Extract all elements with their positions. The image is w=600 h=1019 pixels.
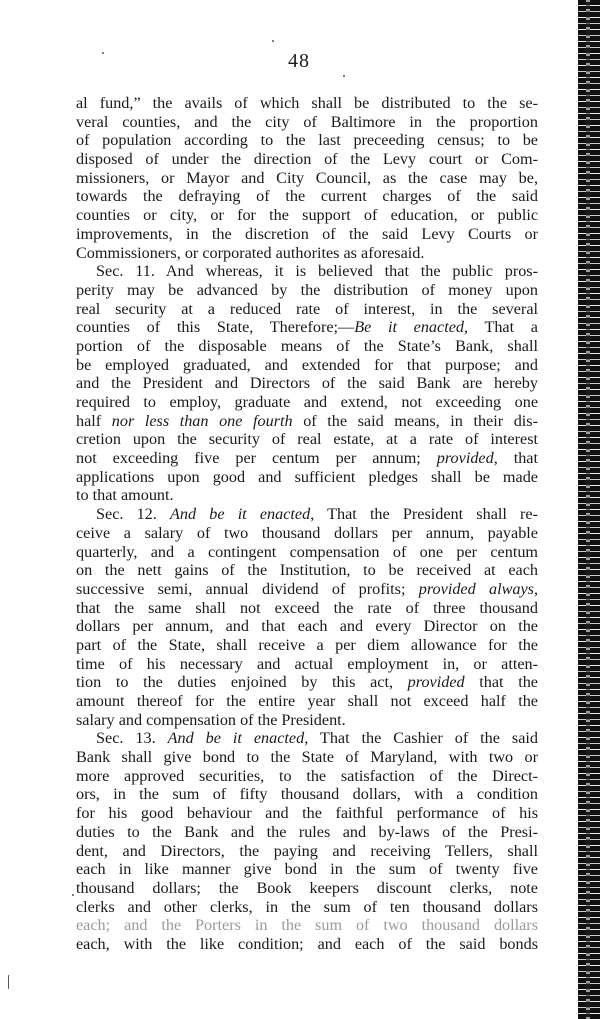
text-line (76, 206, 538, 225)
text-segment: dollars per annum, and that each and every Director on the (76, 617, 538, 636)
text-segment: dent, and Directors, the paying and receiving Tellers, shall (76, 841, 538, 860)
text-segment: required to employ, graduate and extend, not exceeding one (76, 393, 538, 411)
text-line (76, 524, 538, 543)
text-segment: Commissioners, or corporated authorites as aforesaid. (76, 243, 425, 262)
text-line (76, 543, 538, 562)
text-segment: Sec. 13. (96, 729, 168, 748)
text-segment: portion of the disposable means of the State’s Bank, shall (76, 336, 538, 355)
text-line (76, 318, 538, 337)
italic-phrase: And be it enacted (167, 729, 305, 748)
text-segment: al fund,” the avails of which shall be distributed to the se- (76, 94, 538, 112)
text-segment: counties or city, or for the support of education, or public (76, 206, 538, 225)
text-segment: applications upon good and sufficient pledges shall be made (76, 467, 538, 486)
italic-phrase: Be it enacted (354, 318, 464, 337)
text-segment: each, with the like condition; and each of the said bonds (76, 934, 538, 953)
text-segment: that the same shall not exceed the rate of three thousand (76, 598, 538, 617)
text-line (76, 430, 538, 449)
text-line (76, 561, 538, 580)
text-segment: be employed graduated, and extended for that purpose; and (76, 355, 538, 374)
body-text (76, 94, 538, 954)
text-line (76, 281, 538, 300)
text-line (76, 636, 538, 655)
text-line (76, 692, 538, 711)
text-segment: successive semi, annual dividend of profits; (76, 579, 419, 598)
text-segment: thousand dollars; the Book keepers discount clerks, note (76, 878, 538, 897)
scan-mark (8, 975, 9, 989)
italic-phrase: nor less than one fourth (111, 411, 293, 430)
scan-speck (272, 40, 274, 42)
text-line (76, 580, 538, 599)
text-line (76, 729, 538, 748)
italic-phrase: provided always (418, 579, 534, 598)
text-segment: ceive a salary of two thousand dollars per annum, payable (76, 523, 538, 542)
text-segment: and the President and Directors of the said Bank are hereby (76, 374, 538, 393)
text-segment: that the (464, 673, 538, 692)
text-line (76, 337, 538, 356)
text-line (76, 412, 538, 431)
text-segment: tion to the duties enjoined by this act, (76, 673, 408, 692)
text-line (76, 225, 538, 244)
text-segment: on the nett gains of the Institution, to be received at each (76, 561, 538, 580)
text-segment: missioners, or Mayor and City Council, as the case may be, (76, 168, 538, 187)
text-line (76, 804, 538, 823)
text-line (76, 244, 538, 263)
text-segment: counties of this State, Therefore;— (76, 318, 355, 337)
text-segment: amount thereof for the entire year shall not exceed half the (76, 692, 538, 710)
text-line (76, 505, 538, 524)
text-line (76, 393, 538, 412)
text-segment: , (533, 579, 538, 598)
italic-phrase: provided (407, 673, 465, 692)
text-segment: clerks and other clerks, in the sum of ten thousand dollars (76, 897, 538, 916)
text-line (76, 113, 538, 132)
text-segment: duties to the Bank and the rules and by-laws of the Presi- (76, 822, 538, 841)
text-segment: not exceeding five per centum per annum; (76, 449, 437, 468)
text-line (76, 468, 538, 487)
text-line (76, 449, 538, 468)
text-segment: perity may be advanced by the distribution of money upon (76, 280, 538, 299)
text-line (76, 131, 538, 150)
book-binding-edge (578, 0, 600, 1019)
text-line (76, 711, 538, 730)
text-segment: each; and the Porters in the sum of two thousand dollars (76, 916, 538, 935)
text-line (76, 785, 538, 804)
text-segment: part of the State, shall receive a per diem allowance for the (76, 635, 538, 654)
text-segment: for his good behaviour and the faithful performance of his (76, 804, 538, 823)
text-segment: of population according to the last preceeding census; to be (76, 131, 538, 150)
text-line (76, 617, 538, 636)
text-line (76, 187, 538, 206)
text-segment: of the said means, in their dis- (292, 411, 538, 430)
text-line (76, 169, 538, 188)
text-segment: Bank shall give bond to the State of Maryland, with two or (76, 748, 538, 767)
text-line (76, 748, 538, 767)
text-line (76, 842, 538, 861)
text-segment: time of his necessary and actual employment in, or atten- (76, 654, 538, 673)
text-segment: ors, in the sum of fifty thousand dollars, with a condition (76, 785, 538, 804)
text-line (76, 150, 538, 169)
italic-phrase: And be it enacted (170, 505, 311, 524)
text-segment: towards the defraying of the current charges of the said (76, 187, 538, 206)
italic-phrase: provided (436, 449, 494, 468)
text-segment: quarterly, and a contingent compensation of one per centum (76, 542, 538, 561)
text-line (76, 374, 538, 393)
text-segment: , That the President shall re- (310, 505, 539, 524)
text-segment: salary and compensation of the President. (76, 710, 346, 729)
text-segment: Sec. 12. (96, 505, 170, 524)
text-line (76, 356, 538, 375)
text-segment: improvements, in the discretion of the said Levy Courts or (76, 224, 538, 243)
text-line (76, 599, 538, 618)
text-segment: more approved securities, to the satisfaction of the Direct- (76, 766, 538, 785)
text-line (76, 300, 538, 319)
text-segment: to that amount. (76, 486, 174, 505)
text-line (76, 860, 538, 879)
scan-speck (102, 52, 104, 54)
text-segment: , That a (464, 318, 538, 337)
text-segment: veral counties, and the city of Baltimore in the proportion (76, 112, 538, 131)
text-line (76, 935, 538, 954)
text-segment: cretion upon the security of real estate, at a rate of interest (76, 430, 538, 449)
scan-speck (343, 75, 345, 77)
text-line (76, 655, 538, 674)
text-segment: half (76, 411, 112, 430)
text-line (76, 486, 538, 505)
text-line (76, 767, 538, 786)
text-segment: , That the Cashier of the said (304, 729, 539, 748)
text-segment: real security at a reduced rate of interest, in the several (76, 299, 538, 318)
text-segment: , that (493, 449, 538, 468)
page-number: 48 (288, 50, 310, 72)
text-line (76, 898, 538, 917)
text-segment: each in like manner give bond in the sum of twenty five (76, 860, 538, 879)
text-line (76, 879, 538, 898)
text-line (76, 673, 538, 692)
text-segment: Sec. 11. And whereas, it is believed that the public pros- (96, 262, 538, 281)
text-line (76, 916, 538, 935)
text-segment: disposed of under the direction of the Levy court or Com- (76, 150, 538, 169)
scan-speck (72, 894, 74, 896)
text-line (76, 94, 538, 113)
text-line (76, 823, 538, 842)
text-line (76, 262, 538, 281)
